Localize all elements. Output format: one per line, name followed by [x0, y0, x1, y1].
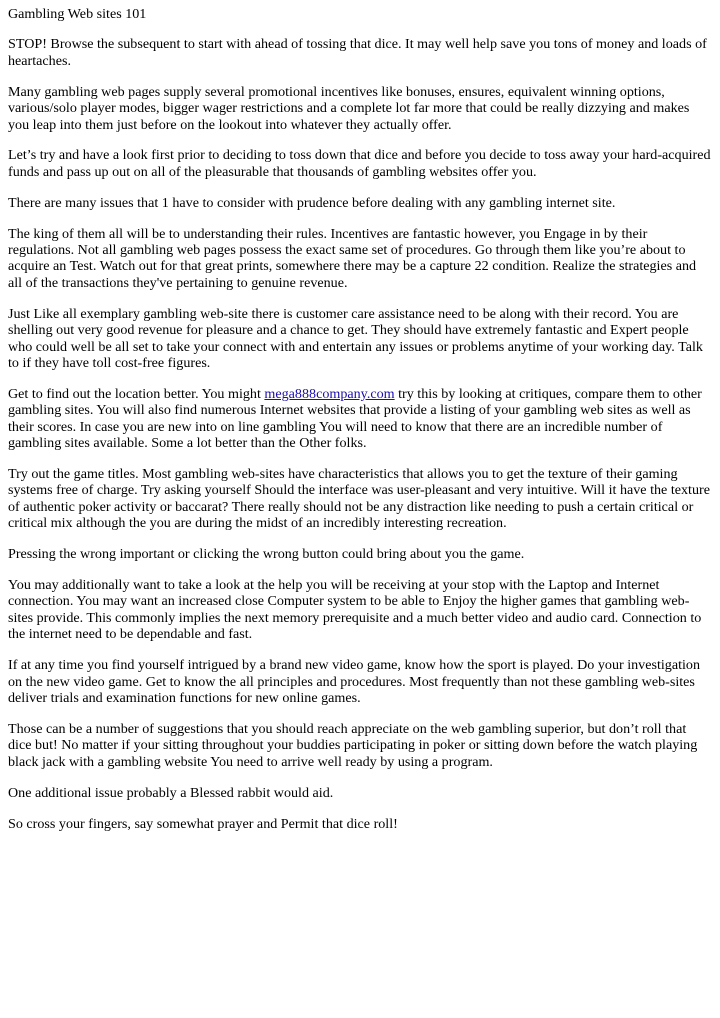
paragraph-location-after: try this by looking at critiques, compare them to other gambling sites. You will also find numerous Internet websites that provide a listing of your gambling web sites as well as their scores. In case you are new into on line gambling You will need to know that there are an incredible number of gambling sites available. Some a lot better than the Other folks. [8, 385, 702, 452]
paragraph-suggestions: Those can be a number of suggestions that you should reach appreciate on the web gambling superior, but don’t roll that dice but! No matter if your sitting throughout your buddies participating in poker or sitting down before the watch playing black jack with a gambling website You need to arrive well ready by using a program. [8, 720, 698, 770]
paragraph-wrong-button: Pressing the wrong important or clicking the wrong button could bring about you the game. [8, 546, 525, 563]
page-title: Gambling Web sites 101 [8, 6, 147, 22]
paragraph-rabbit: One additional issue probably a Blessed rabbit would aid. [8, 784, 334, 801]
paragraph-game-titles: Try out the game titles. Most gambling web-sites have characteristics that allows you to get the texture of their gaming systems free of charge. Try asking yourself Should the interface was user-pleasant and very intuitive. Will it have the texture of authentic poker activity or baccarat? There really should not be any distraction like needing to push a certain critical or critical mix although the you are during the midst of an incredibly interesting recreation. [8, 466, 710, 532]
paragraph-help: You may additionally want to take a look at the help you will be receiving at your stop with the Laptop and Internet connection. You may want an increased close Computer system to be able to Enjoy the higher games that gambling web-sites provide. This commonly implies the next memory prerequisite and a much better video and audio card. Connection to the internet need to be dependable and fast. [8, 577, 702, 643]
paragraph-intro: STOP! Browse the subsequent to start with ahead of tossing that dice. It may well help save you tons of money and loads of heartaches. [8, 36, 707, 69]
paragraph-rules: The king of them all will be to understanding their rules. Incentives are fantastic however, you Engage in by their regulations. Not all gambling web pages possess the exact same set of procedures. Go through them like you’re about to acquire an Test. Watch out for that great prints, somewhere there may be a capture 22 condition. Realize the strategies and all of the transactions they've pertaining to genuine revenue. [8, 225, 697, 291]
paragraph-look-first: Let’s try and have a look first prior to deciding to toss down that dice and before you decide to toss away your hard-acquired funds and pass up out on all of the pleasurable that thousands of gambling websites offer you. [8, 147, 711, 180]
paragraph-closing: So cross your fingers, say somewhat prayer and Permit that dice roll! [8, 815, 398, 832]
paragraph-issues: There are many issues that 1 have to consider with prudence before dealing with any gambling internet site. [8, 194, 616, 211]
document-body [8, 6, 712, 846]
site-link[interactable]: mega888company.com [264, 385, 395, 402]
paragraph-location [8, 386, 712, 452]
paragraph-location-before: Get to find out the location better. You might [8, 385, 265, 402]
paragraph-new-game: If at any time you find yourself intrigued by a brand new video game, know how the sport is played. Do your investigation on the new video game. Get to know the all principles and procedures. Most frequently than not these gambling web-sites deliver trials and examination functions for new online games. [8, 657, 701, 706]
paragraph-customer-care: Just Like all exemplary gambling web-site there is customer care assistance need to be along with their record. You are shelling out very good revenue for pleasure and a chance to get. They should have extremely fantastic and Expert people who could well be all set to take your connect with and entertain any issues or problems anytime of your working day. Talk to if they have toll cost-free figures. [8, 305, 703, 371]
paragraph-incentives: Many gambling web pages supply several promotional incentives like bonuses, ensures, equivalent winning options, various/solo player modes, bigger wager restrictions and a complete lot far more that could be really dizzying and makes you leap into them just before on the lookout into whatever they actually offer. [8, 83, 690, 133]
